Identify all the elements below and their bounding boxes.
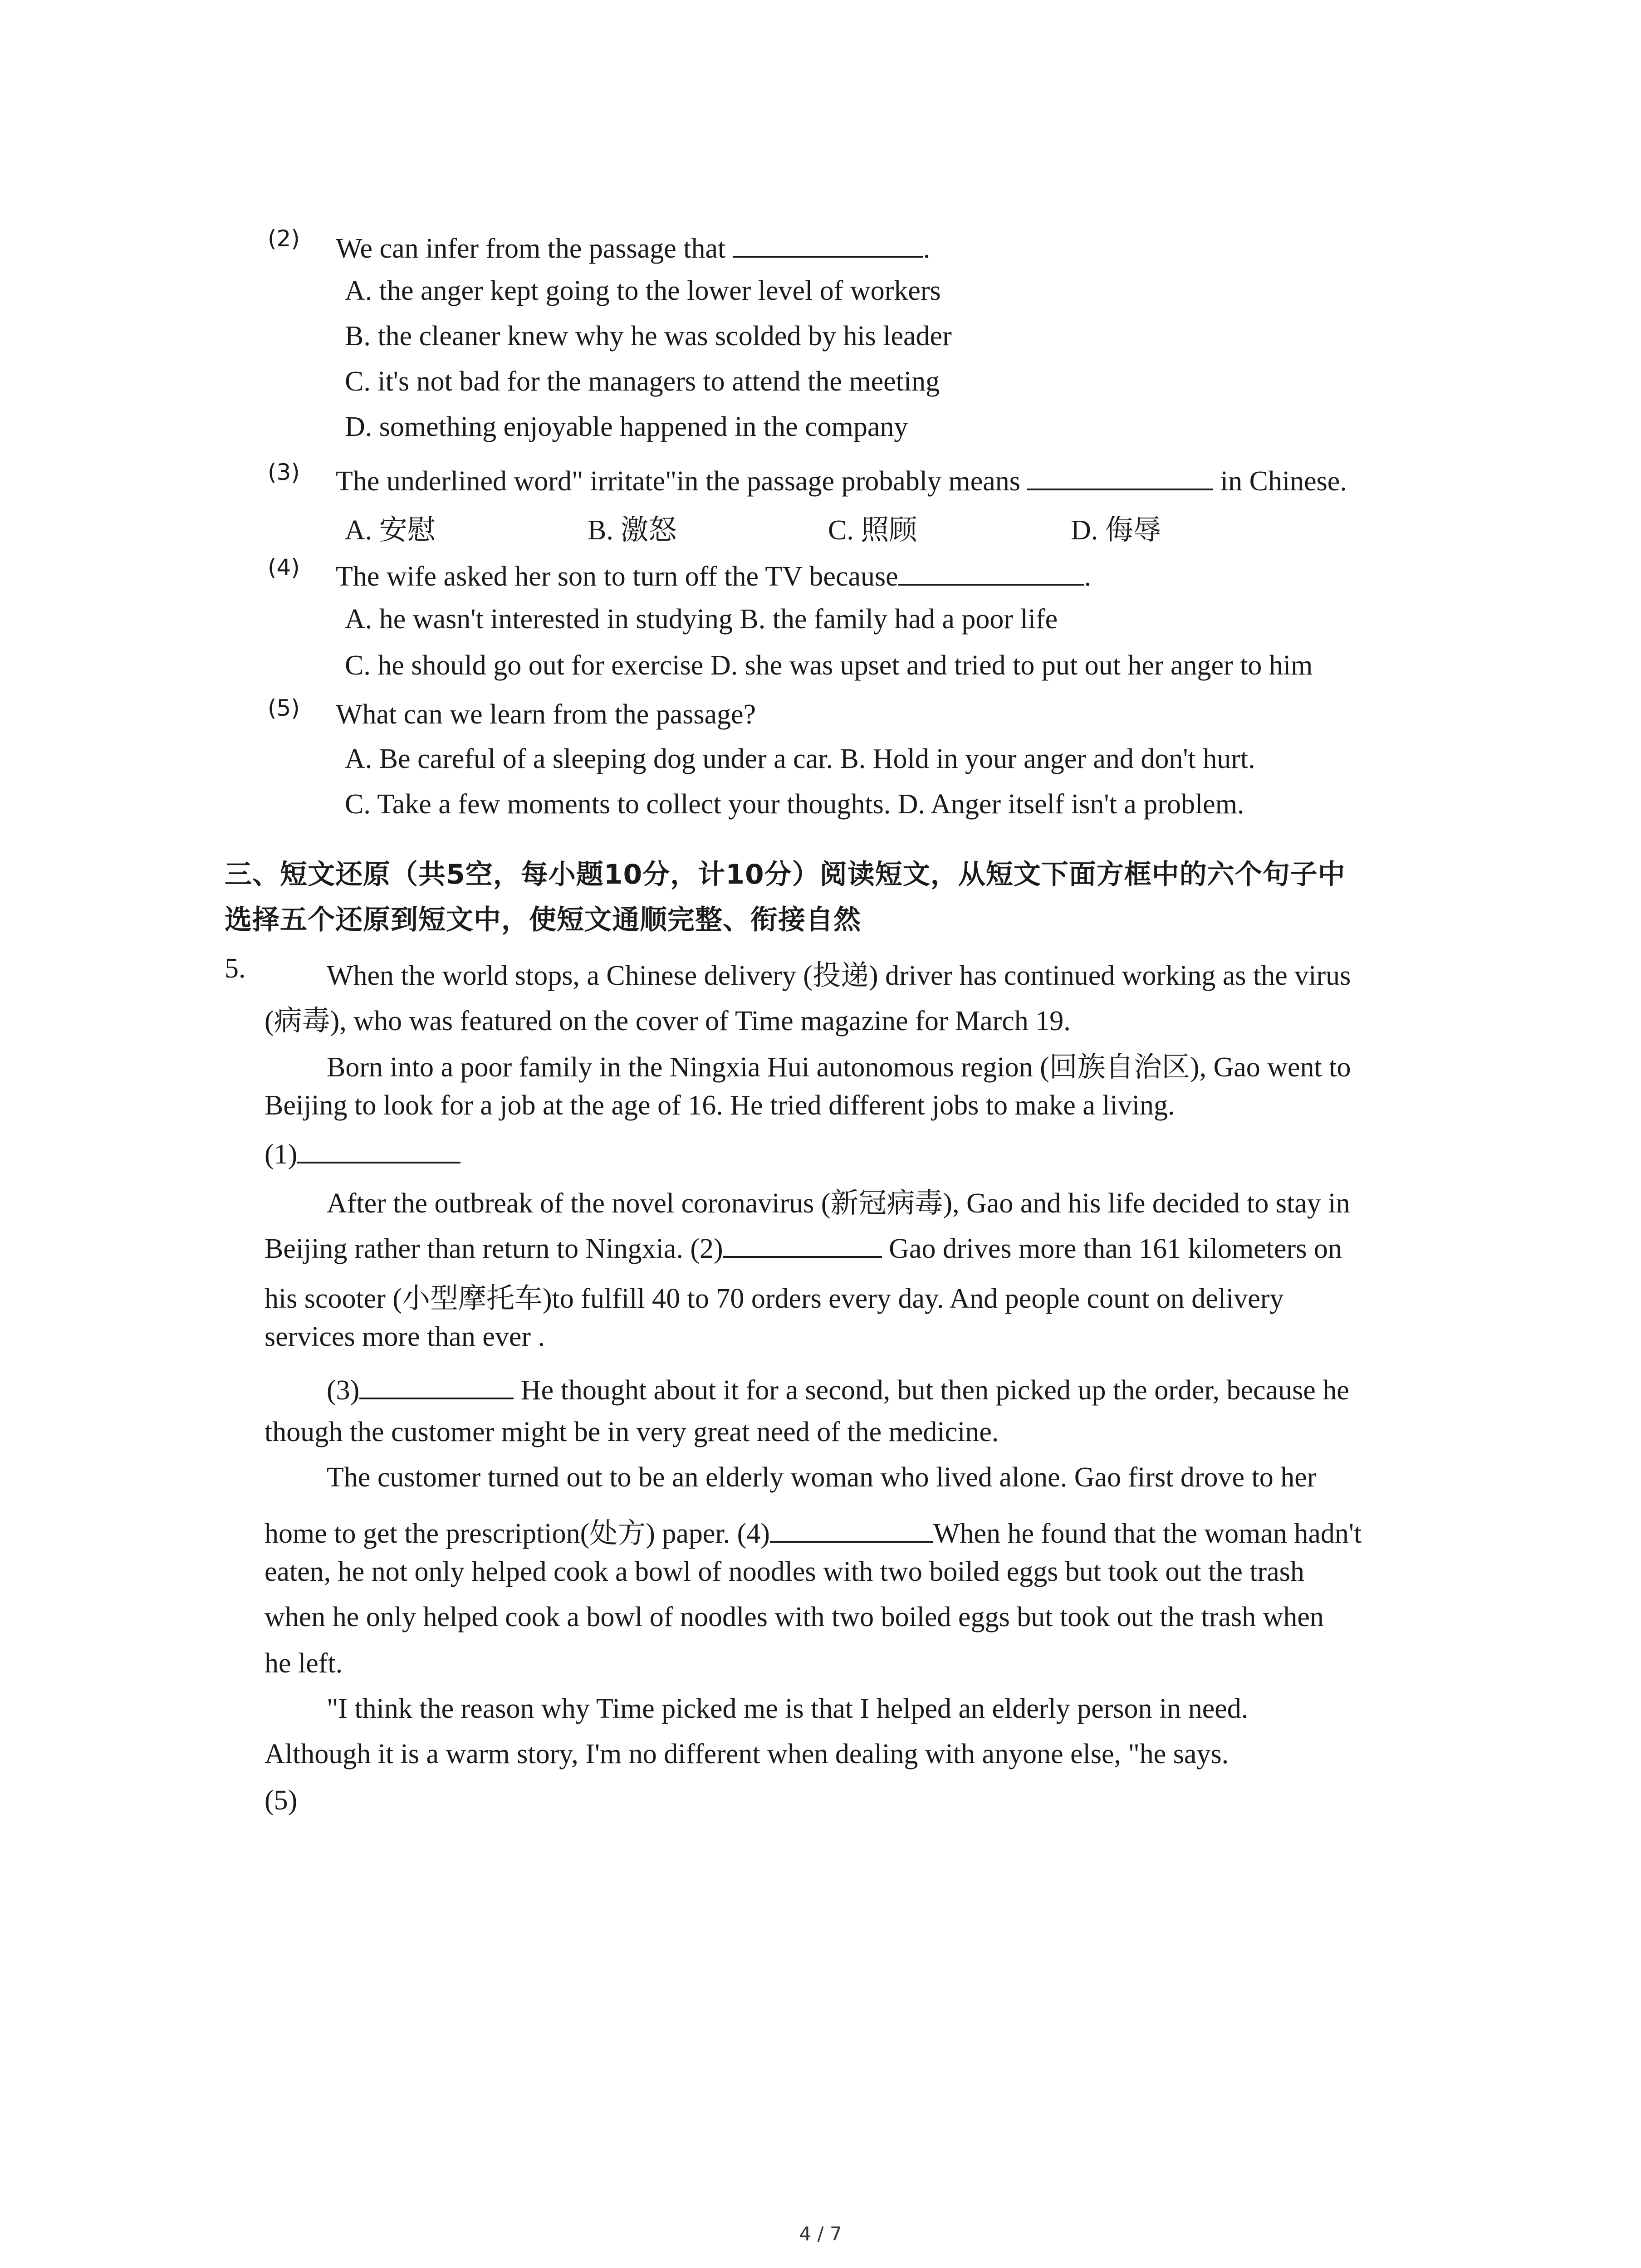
passage-gap-line bbox=[265, 1135, 460, 1171]
question-number: (5) bbox=[268, 695, 300, 721]
passage-line: he left. bbox=[265, 1648, 343, 1679]
gap-blank bbox=[723, 1229, 882, 1258]
stem-text: We can infer from the passage that bbox=[336, 233, 726, 264]
option: C. Take a few moments to collect your thoughts. D. Anger itself isn't a problem. bbox=[345, 789, 1244, 820]
passage-line: Beijing to look for a job at the age of 16. He tried different jobs to make a living. bbox=[265, 1090, 1175, 1121]
question-stem bbox=[336, 229, 930, 265]
option: C. 照顾 bbox=[828, 515, 917, 546]
option: C. he should go out for exercise D. she was upset and tried to put out her anger to him bbox=[345, 650, 1313, 681]
answer-blank bbox=[898, 557, 1084, 586]
passage-line: services more than ever . bbox=[265, 1321, 545, 1352]
gap-blank bbox=[297, 1135, 460, 1163]
gap-blank bbox=[770, 1514, 933, 1543]
passage-text: When he found that the woman hadn't bbox=[933, 1518, 1362, 1549]
question-stem bbox=[336, 698, 756, 731]
passage-line: when he only helped cook a bowl of noodles with two boiled eggs but took out the trash when bbox=[265, 1602, 1324, 1633]
option: A. Be careful of a sleeping dog under a car. B. Hold in your anger and don't hurt. bbox=[345, 743, 1255, 774]
gap-label: Beijing rather than return to Ningxia. (2) bbox=[265, 1233, 723, 1264]
passage-line: though the customer might be in very great need of the medicine. bbox=[265, 1417, 999, 1447]
question-stem bbox=[336, 462, 1347, 498]
passage-number: 5. bbox=[225, 953, 246, 984]
option: B. 激怒 bbox=[588, 515, 677, 546]
passage-line: After the outbreak of the novel coronavirus (新冠病毒), Gao and his life decided to stay in bbox=[327, 1188, 1350, 1219]
option: A. the anger kept going to the lower level of workers bbox=[345, 275, 941, 306]
option: C. it's not bad for the managers to attend the meeting bbox=[345, 366, 940, 397]
stem-text-end: . bbox=[923, 233, 931, 264]
option: A. he wasn't interested in studying B. the family had a poor life bbox=[345, 604, 1058, 635]
section-heading: 选择五个还原到短文中，使短文通顺完整、衔接自然 bbox=[225, 904, 861, 936]
answer-blank bbox=[733, 229, 923, 258]
passage-line: Born into a poor family in the Ningxia Hui autonomous region (回族自治区), Gao went to bbox=[327, 1052, 1351, 1083]
passage-line: Although it is a warm story, I'm no different when dealing with anyone else, "he says. bbox=[265, 1739, 1229, 1769]
question-number: (4) bbox=[268, 554, 300, 581]
answer-blank bbox=[1027, 462, 1213, 490]
passage-gap-line bbox=[327, 1371, 1349, 1407]
passage-line: "I think the reason why Time picked me is that I helped an elderly person in need. bbox=[327, 1693, 1249, 1724]
passage-line: When the world stops, a Chinese delivery (投递) driver has continued working as the virus bbox=[327, 960, 1351, 991]
passage-line: (5) bbox=[265, 1785, 298, 1816]
gap-label: (1) bbox=[265, 1139, 298, 1170]
option: D. 侮辱 bbox=[1071, 515, 1161, 546]
stem-text: The underlined word" irritate"in the passage probably means bbox=[336, 465, 1020, 497]
passage-line: eaten, he not only helped cook a bowl of noodles with two boiled eggs but took out the trash bbox=[265, 1556, 1304, 1587]
stem-text-end: in Chinese. bbox=[1220, 465, 1347, 497]
passage-gap-line bbox=[265, 1510, 1362, 1551]
question-number: (2) bbox=[268, 225, 300, 252]
stem-text: What can we learn from the passage? bbox=[336, 699, 756, 730]
option: A. 安慰 bbox=[345, 515, 436, 546]
stem-text: The wife asked her son to turn off the TV because bbox=[336, 561, 898, 592]
passage-text: He thought about it for a second, but then picked up the order, because he bbox=[520, 1374, 1349, 1406]
option: B. the cleaner knew why he was scolded by his leader bbox=[345, 321, 952, 352]
question-stem bbox=[336, 557, 1091, 593]
passage-line: (病毒), who was featured on the cover of Time magazine for March 19. bbox=[265, 1006, 1071, 1036]
gap-label: (3) bbox=[327, 1374, 360, 1406]
stem-text-end: . bbox=[1084, 561, 1092, 592]
gap-blank bbox=[359, 1371, 514, 1399]
question-number: (3) bbox=[268, 459, 300, 485]
passage-line: his scooter (小型摩托车)to fulfill 40 to 70 orders every day. And people count on delivery bbox=[265, 1283, 1284, 1314]
passage-line: The customer turned out to be an elderly woman who lived alone. Gao first drove to her bbox=[327, 1462, 1317, 1493]
passage-gap-line bbox=[265, 1229, 1342, 1265]
passage-text: Gao drives more than 161 kilometers on bbox=[889, 1233, 1342, 1264]
option: D. something enjoyable happened in the company bbox=[345, 411, 908, 442]
page-number: 4 / 7 bbox=[799, 2223, 842, 2245]
passage-text: home to get the prescription(处方) paper. (4) bbox=[265, 1518, 770, 1549]
section-heading: 三、短文还原（共5空，每小题10分，计10分）阅读短文，从短文下面方框中的六个句子中 bbox=[225, 859, 1346, 890]
